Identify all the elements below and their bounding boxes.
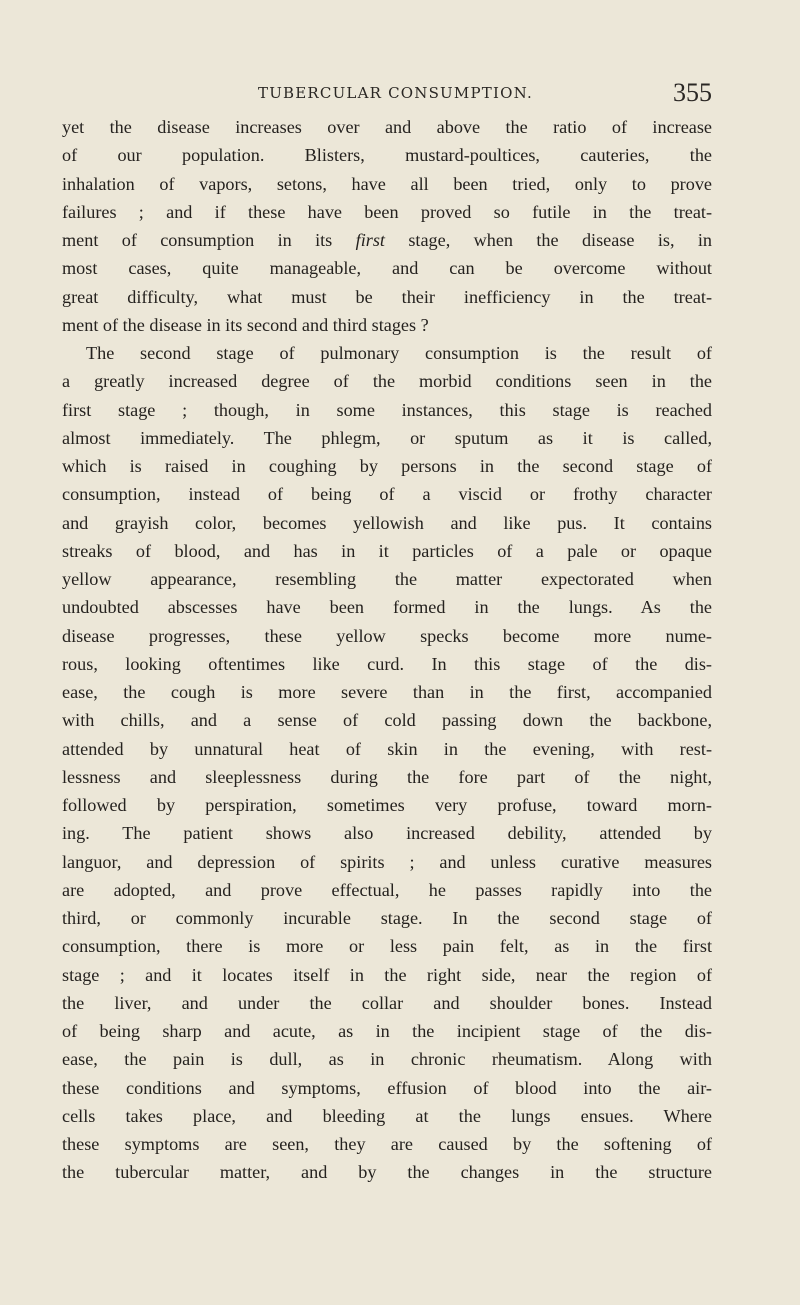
text-line: are adopted, and prove effectual, he passes rapidly into the [62,879,712,900]
text-segment: ment of consumption in its [62,230,333,250]
text-line: of being sharp and acute, as in the incipient stage of the dis- [62,1021,712,1041]
text-line: yet the disease increases over and above the ratio of increase [62,117,712,137]
text-line: languor, and depression of spirits ; and unless curative measures [62,851,712,872]
text-line: third, or commonly incurable stage. In the second stage of [62,908,712,928]
text-line: stage ; and it locates itself in the right side, near the region of [62,964,712,985]
text-line: streaks of blood, and has in it particles of a pale or opaque [62,540,712,561]
page-number: 355 [673,78,712,107]
text-line: the liver, and under the collar and shoulder bones. Instead [62,992,712,1013]
text-line: with chills, and a sense of cold passing down the backbone, [62,710,712,731]
text-line: most cases, quite manageable, and can be overcome without [62,258,712,279]
text-segment: stage, when the disease is, in [408,230,712,250]
text-line: disease progresses, these yellow specks become more nume- [62,625,712,646]
text-line: first stage ; though, in some instances, this stage is reached [62,399,712,420]
text-line: these conditions and symptoms, effusion of blood into the air- [62,1077,712,1098]
running-head: TUBERCULAR CONSUMPTION. [258,84,533,102]
text-line: undoubted abscesses have been formed in the lungs. As the [62,597,712,618]
text-line: a greatly increased degree of the morbid conditions seen in the [62,371,712,392]
text-line: great difficulty, what must be their inefficiency in the treat- [62,286,712,307]
text-line: followed by perspiration, sometimes very profuse, toward morn- [62,795,712,815]
text-line: ment of the disease in its second and third stages ? [62,314,429,335]
text-line: lessness and sleeplessness during the fore part of the night, [62,766,712,787]
text-line: ease, the cough is more severe than in the first, accompanied [62,682,712,702]
text-line: rous, looking oftentimes like curd. In this stage of the dis- [62,653,712,674]
body-text [62,113,712,1187]
text-line [62,226,712,254]
text-line: attended by unnatural heat of skin in the evening, with rest- [62,738,712,759]
text-line: the tubercular matter, and by the changes in the structure [62,1162,712,1183]
text-line: and grayish color, becomes yellowish and like pus. It contains [62,512,712,533]
text-line: The second stage of pulmonary consumption is the result of [86,343,712,363]
text-line: of our population. Blisters, mustard-poultices, cauteries, the [62,145,712,166]
text-line: inhalation of vapors, setons, have all been tried, only to prove [62,173,712,194]
text-line: almost immediately. The phlegm, or sputum as it is called, [62,427,712,448]
text-line: which is raised in coughing by persons in the second stage of [62,456,712,476]
text-line: cells takes place, and bleeding at the lungs ensues. Where [62,1105,712,1126]
text-line: yellow appearance, resembling the matter expectorated when [62,569,712,589]
text-line: ing. The patient shows also increased debility, attended by [62,823,712,844]
emphasis-first: first [355,230,385,250]
text-line: consumption, instead of being of a viscid or frothy character [62,484,712,505]
text-line: ease, the pain is dull, as in chronic rheumatism. Along with [62,1049,712,1070]
page-header [62,78,712,112]
text-line: consumption, there is more or less pain felt, as in the first [62,936,712,957]
text-line: these symptoms are seen, they are caused by the softening of [62,1134,712,1154]
text-line: failures ; and if these have been proved so futile in the treat- [62,201,712,222]
